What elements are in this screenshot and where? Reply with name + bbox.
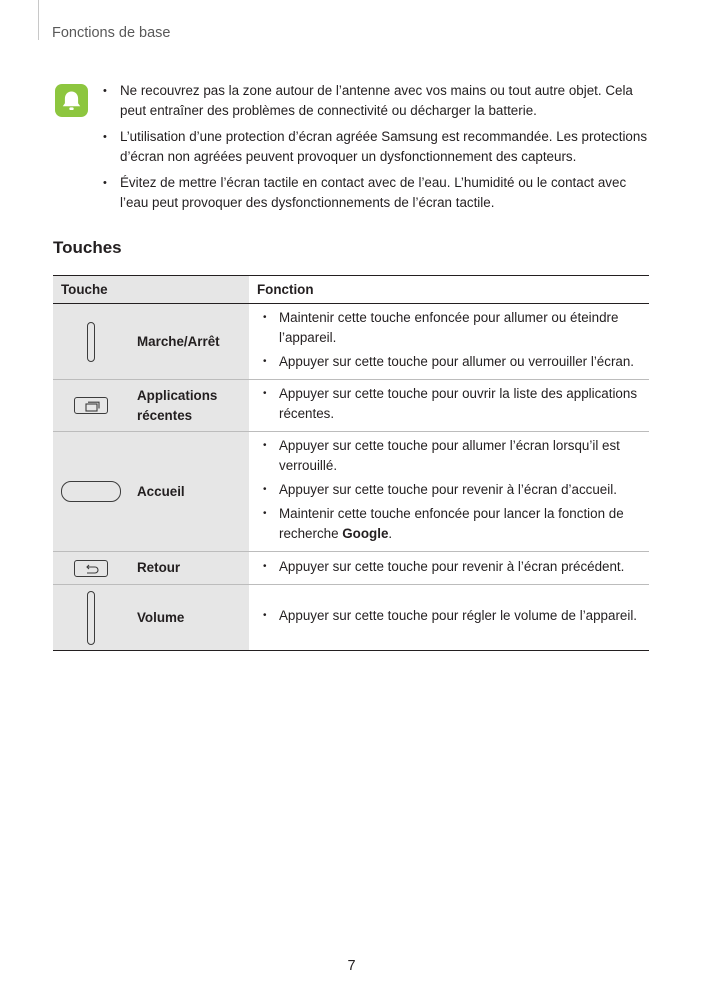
key-illustration-cell — [53, 552, 129, 585]
function-item: • Appuyer sur cette touche pour ouvrir la liste des applications récentes. — [263, 384, 639, 424]
function-item: • Appuyer sur cette touche pour revenir à l’écran d’accueil. — [263, 480, 639, 500]
key-name: Marche/Arrêt — [129, 304, 249, 380]
table-row — [53, 585, 649, 651]
key-illustration-cell — [53, 304, 129, 380]
key-name: Volume — [129, 585, 249, 651]
key-name: Accueil — [129, 432, 249, 552]
running-header: Fonctions de base — [52, 25, 171, 41]
back-key-icon — [74, 560, 108, 577]
bell-icon — [55, 84, 88, 117]
note-item: • L’utilisation d’une protection d’écran agréée Samsung est recommandée. Les protections d’écran non agréées peuvent provoquer un dysfonctionnement des capteurs. — [103, 127, 653, 167]
recent-apps-icon — [74, 397, 108, 414]
function-item — [263, 504, 639, 544]
margin-rule — [38, 0, 39, 40]
key-illustration-cell — [53, 380, 129, 432]
power-key-icon — [87, 322, 95, 362]
key-illustration-cell — [53, 432, 129, 552]
function-item: • Appuyer sur cette touche pour régler le volume de l’appareil. — [263, 606, 639, 626]
table-row — [53, 380, 649, 432]
section-title: Touches — [53, 238, 122, 257]
function-text: Maintenir cette touche enfoncée pour lancer la fonction de recherche — [279, 506, 624, 541]
function-item: • Appuyer sur cette touche pour revenir à l’écran précédent. — [263, 557, 639, 577]
key-function-cell — [249, 380, 649, 432]
volume-key-icon — [87, 591, 95, 645]
key-function-cell — [249, 552, 649, 585]
column-header-function: Fonction — [249, 276, 649, 304]
table-header-row — [53, 276, 649, 304]
column-header-key: Touche — [53, 276, 249, 304]
google-label: Google — [342, 526, 389, 541]
note-item: • Ne recouvrez pas la zone autour de l’antenne avec vos mains ou tout autre objet. Cela peut entraîner des problèmes de connectivité ou décharger la batterie. — [103, 81, 653, 121]
function-item: • Appuyer sur cette touche pour allumer l’écran lorsqu’il est verrouillé. — [263, 436, 639, 476]
key-name: Retour — [129, 552, 249, 585]
function-item: • Appuyer sur cette touche pour allumer ou verrouiller l’écran. — [263, 352, 639, 372]
key-illustration-cell — [53, 585, 129, 651]
home-key-icon — [61, 481, 121, 502]
caution-notes — [103, 81, 653, 219]
key-function-cell — [249, 585, 649, 651]
function-item: • Maintenir cette touche enfoncée pour allumer ou éteindre l’appareil. — [263, 308, 639, 348]
key-function-cell — [249, 432, 649, 552]
keys-table — [53, 275, 649, 651]
table-row — [53, 432, 649, 552]
key-name: Applications récentes — [129, 380, 249, 432]
page-number: 7 — [347, 958, 356, 974]
function-text-end: . — [388, 526, 393, 541]
table-row — [53, 304, 649, 380]
key-function-cell — [249, 304, 649, 380]
table-row — [53, 552, 649, 585]
note-item: • Évitez de mettre l’écran tactile en contact avec de l’eau. L’humidité ou le contact avec l’eau peut provoquer des dysfonctionnements de l’écran tactile. — [103, 173, 653, 213]
